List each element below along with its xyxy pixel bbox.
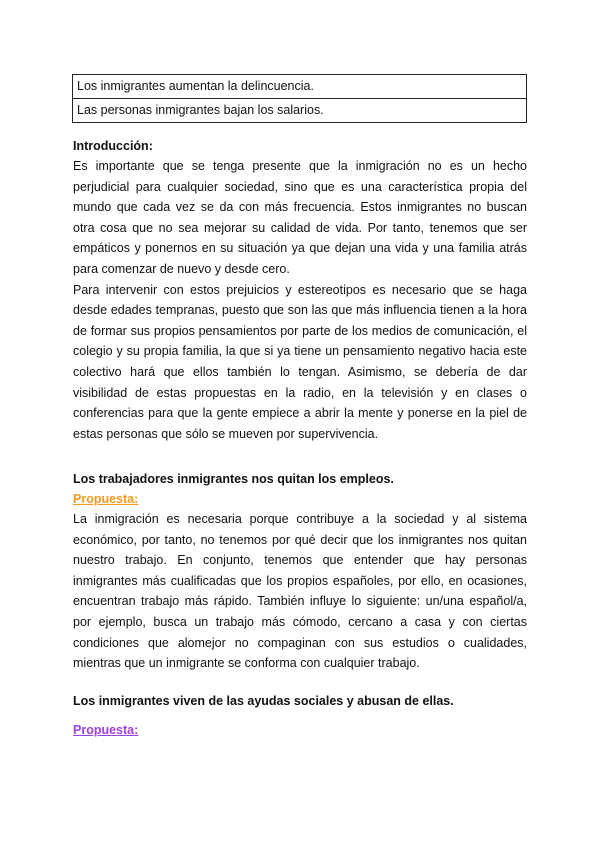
section-aid xyxy=(73,691,527,740)
section-aid-propuesta-label: Propuesta: xyxy=(73,723,139,737)
table-cell: Los inmigrantes aumentan la delincuencia. xyxy=(73,75,527,99)
section-aid-heading: Los inmigrantes viven de las ayudas sociales y abusan de ellas. xyxy=(73,694,454,708)
table-cell: Las personas inmigrantes bajan los salarios. xyxy=(73,99,527,123)
section-jobs-heading: Los trabajadores inmigrantes nos quitan los empleos. xyxy=(73,472,394,486)
section-jobs-body: La inmigración es necesaria porque contribuye a la sociedad y al sistema económico, por tanto, no tenemos por qué decir que los inmigrantes nos quitan nuestro trabajo. En conjunto, tenemos que entender que hay personas inmigrantes más cualificadas que los propios españoles, por ello, en ocasiones, encuentran trabajo más rápido. También influye lo siguiente: un/una español/a, por ejemplo, busca un trabajo más cómodo, cercano a casa y con ciertas condiciones que alomejor no compaginan con sus estudios o cualidades, mientras que un inmigrante se conforma con cualquier trabajo. xyxy=(73,512,527,671)
stereotype-table xyxy=(72,74,527,123)
introduction-heading: Introducción: xyxy=(73,139,153,153)
section-jobs xyxy=(73,469,527,674)
introduction-section xyxy=(73,136,527,444)
introduction-paragraph-1: Es importante que se tenga presente que la inmigración no es un hecho perjudicial para cualquier sociedad, sino que es una característica propia del mundo que cada vez se da con más frecuencia. Estos inmigrantes no buscan otra cosa que no sea mejorar su calidad de vida. Por tanto, tenemos que ser empáticos y ponernos en su situación ya que dejan una vida y una familia atrás para comenzar de nuevo y desde cero. xyxy=(73,159,527,276)
table-row xyxy=(73,75,527,99)
introduction-paragraph-2: Para intervenir con estos prejuicios y estereotipos es necesario que se haga desde edades tempranas, puesto que son las que más influencia tienen a la hora de formar sus propios pensamientos por parte de los medios de comunicación, el colegio y su propia familia, la que si ya tiene un pensamiento negativo hacia este colectivo hará que ellos también lo tengan. Asimismo, se debería de dar visibilidad de estas propuestas en la radio, en la televisión y en clases o conferencias para que la gente empiece a abrir la mente y ponerse en la piel de estas personas que sólo se mueven por supervivencia. xyxy=(73,282,527,441)
section-jobs-propuesta-label: Propuesta: xyxy=(73,492,139,506)
table-row xyxy=(73,99,527,123)
